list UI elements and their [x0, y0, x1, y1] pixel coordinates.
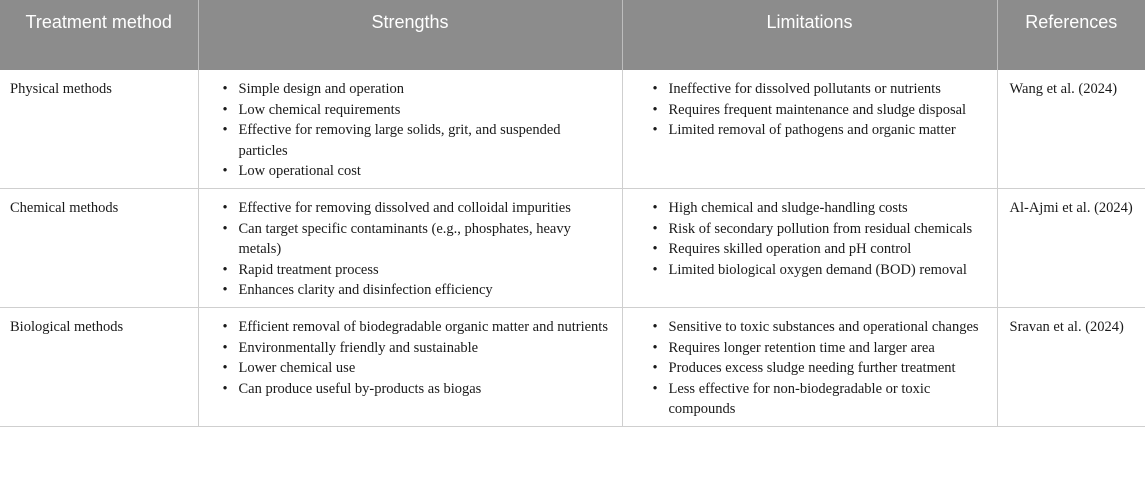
list-item: • Low operational cost [221, 161, 610, 182]
list-item: • Less effective for non-biodegradable or toxic compounds [651, 379, 987, 420]
header-treatment-method: Treatment method [0, 0, 198, 70]
limitations-cell [622, 70, 997, 188]
method-cell: Biological methods [0, 307, 198, 426]
list-item: • Risk of secondary pollution from residual chemicals [651, 219, 987, 240]
method-cell: Physical methods [0, 70, 198, 188]
list-item: • Efficient removal of biodegradable organic matter and nutrients [221, 317, 610, 338]
list-item: • Requires longer retention time and larger area [651, 338, 987, 359]
list-item: • Limited biological oxygen demand (BOD) removal [651, 260, 987, 281]
header-strengths: Strengths [198, 0, 622, 70]
list-item: • High chemical and sludge-handling costs [651, 198, 987, 219]
limitations-list [651, 317, 987, 420]
table-row [0, 307, 1145, 426]
limitations-list [651, 79, 987, 141]
strengths-cell [198, 307, 622, 426]
list-item: • Ineffective for dissolved pollutants or nutrients [651, 79, 987, 100]
list-item: • Can produce useful by-products as biogas [221, 379, 610, 400]
list-item: • Environmentally friendly and sustainable [221, 338, 610, 359]
table-row [0, 70, 1145, 188]
list-item: • Simple design and operation [221, 79, 610, 100]
strengths-cell [198, 70, 622, 188]
method-cell: Chemical methods [0, 188, 198, 307]
reference-cell: Sravan et al. (2024) [997, 307, 1145, 426]
limitations-cell [622, 188, 997, 307]
list-item: • Effective for removing dissolved and colloidal impurities [221, 198, 610, 219]
list-item: • Rapid treatment process [221, 260, 610, 281]
table-body [0, 70, 1145, 426]
list-item: • Lower chemical use [221, 358, 610, 379]
strengths-list [221, 317, 610, 399]
list-item: • Can target specific contaminants (e.g., phosphates, heavy metals) [221, 219, 610, 260]
table-row [0, 188, 1145, 307]
strengths-list [221, 198, 610, 301]
list-item: • Sensitive to toxic substances and operational changes [651, 317, 987, 338]
strengths-cell [198, 188, 622, 307]
header-limitations: Limitations [622, 0, 997, 70]
list-item: • Requires skilled operation and pH control [651, 239, 987, 260]
table-header-row [0, 0, 1145, 70]
list-item: • Enhances clarity and disinfection efficiency [221, 280, 610, 301]
list-item: • Effective for removing large solids, grit, and suspended particles [221, 120, 610, 161]
list-item: • Requires frequent maintenance and sludge disposal [651, 100, 987, 121]
header-references: References [997, 0, 1145, 70]
reference-cell: Wang et al. (2024) [997, 70, 1145, 188]
list-item: • Produces excess sludge needing further treatment [651, 358, 987, 379]
reference-cell: Al-Ajmi et al. (2024) [997, 188, 1145, 307]
strengths-list [221, 79, 610, 182]
limitations-list [651, 198, 987, 280]
list-item: • Low chemical requirements [221, 100, 610, 121]
limitations-cell [622, 307, 997, 426]
list-item: • Limited removal of pathogens and organic matter [651, 120, 987, 141]
